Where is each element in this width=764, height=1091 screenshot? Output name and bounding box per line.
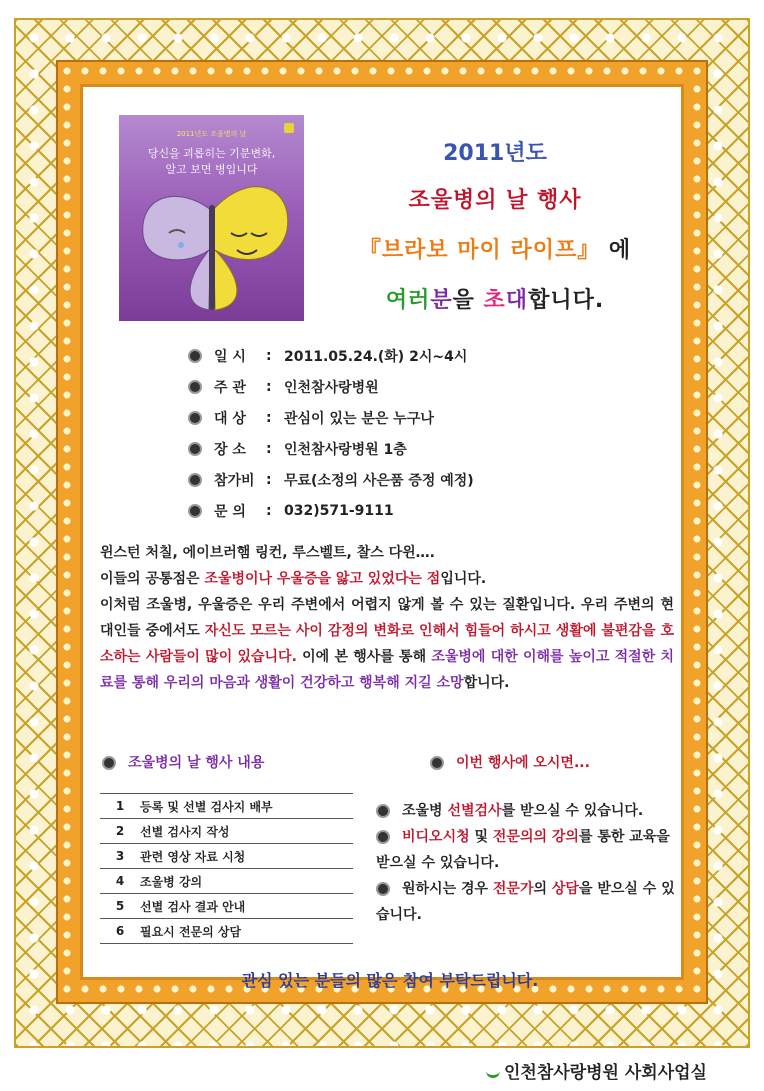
program-item: 관련 영상 자료 시청 <box>140 844 353 869</box>
benefit-text: 원하시는 경우 <box>402 881 493 897</box>
program-item: 선별 검사지 작성 <box>140 819 353 844</box>
desc-sentence: 이처럼 조울병, 우울증은 우리 주변에서 어렵지 않게 볼 수 있는 질환입니다. 우리 주변의 현대인들 중에서도 <box>100 597 674 639</box>
info-value: 인천참사랑병원 <box>284 380 379 396</box>
benefit-text: 을 받으실 수 있습니다. <box>376 881 675 923</box>
bullet-icon <box>376 882 390 896</box>
info-value: 무료(소정의 사은품 증정 예정) <box>284 473 474 489</box>
table-row <box>100 894 353 919</box>
desc-highlight: 자신도 모르는 사이 감정의 변화로 인해서 힘들어 하시고 생활에 불편감을 호소하는 사람들이 많이 있습니다. <box>100 623 674 665</box>
info-row-date <box>188 346 474 377</box>
invite-part3: 을 <box>452 288 475 313</box>
desc-sentence: 이들의 공통점은 <box>100 571 205 587</box>
benefits-list <box>376 798 676 928</box>
info-label: 문 의 <box>214 504 246 520</box>
benefit-text: 조울병 <box>402 803 448 819</box>
info-value: 인천참사랑병원 1층 <box>284 442 407 458</box>
bullet-icon <box>430 756 444 770</box>
benefits-title: 이번 행사에 오시면... <box>456 755 590 771</box>
info-colon: : <box>266 441 272 457</box>
benefit-item <box>376 876 676 928</box>
info-row-place <box>188 439 474 470</box>
desc-sentence: 합니다. <box>463 675 510 691</box>
info-value: 2011.05.24.(화) 2시~4시 <box>284 349 468 365</box>
hospital-logo-icon <box>486 1065 500 1078</box>
bullet-icon <box>188 442 202 456</box>
info-label: 일 시 <box>214 349 246 365</box>
headline-invite <box>310 283 680 314</box>
info-row-contact <box>188 501 474 532</box>
bullet-icon <box>376 804 390 818</box>
headline-title <box>310 233 680 264</box>
benefit-text: 의 <box>533 881 552 897</box>
bullet-icon <box>188 380 202 394</box>
butterfly-icon <box>119 115 304 321</box>
desc-highlight: 조울병이나 우울증을 앓고 있었다는 점 <box>204 571 441 587</box>
info-row-fee <box>188 470 474 501</box>
benefit-highlight: 비디오시청 <box>402 829 470 845</box>
info-row-target <box>188 408 474 439</box>
program-heading <box>102 752 264 772</box>
program-num: 4 <box>100 869 140 894</box>
program-num: 2 <box>100 819 140 844</box>
program-num: 5 <box>100 894 140 919</box>
event-poster-image <box>119 115 304 321</box>
event-description <box>100 540 674 696</box>
program-title: 조울병의 날 행사 내용 <box>128 755 265 771</box>
footer-organization <box>486 1058 707 1083</box>
benefit-highlight: 선별검사 <box>447 803 502 819</box>
table-row <box>100 919 353 944</box>
invite-part1: 여러 <box>385 288 431 313</box>
bullet-icon <box>188 473 202 487</box>
footer-text: 인천참사랑병원 사회사업실 <box>504 1063 707 1083</box>
desc-sentence: 이에 본 행사를 통해 <box>296 649 432 665</box>
table-row <box>100 819 353 844</box>
bullet-icon <box>376 830 390 844</box>
bullet-icon <box>188 411 202 425</box>
table-row <box>100 869 353 894</box>
benefit-item <box>376 824 676 876</box>
closing-message: 관심 있는 분들의 많은 참여 부탁드립니다. <box>241 971 539 990</box>
invite-part4: 초 <box>483 288 506 313</box>
program-item: 선별 검사 결과 안내 <box>140 894 353 919</box>
info-colon: : <box>266 410 272 426</box>
info-label: 참가비 <box>214 473 255 489</box>
benefit-text: 를 받으실 수 있습니다. <box>501 803 644 819</box>
benefits-heading <box>430 752 590 772</box>
poster-line1: 당신을 괴롭히는 기분변화, <box>147 147 276 160</box>
invite-part6: 합니다. <box>528 288 605 313</box>
table-row <box>100 844 353 869</box>
program-item: 조울병 강의 <box>140 869 353 894</box>
desc-sentence: 윈스턴 처칠, 에이브러햄 링컨, 루스벨트, 찰스 다윈…. <box>100 545 435 561</box>
invite-part5: 대 <box>505 288 529 313</box>
benefit-highlight: 전문의의 강의 <box>492 829 579 845</box>
poster-top-text: 2011년도 조울병의 날 <box>176 130 247 138</box>
info-label: 대 상 <box>214 411 246 427</box>
program-item: 필요시 전문의 상담 <box>140 919 353 944</box>
info-value: 관심이 있는 분은 누구나 <box>284 411 434 427</box>
program-table <box>100 793 353 944</box>
bullet-icon <box>188 349 202 363</box>
headline-event: 조울병의 날 행사 <box>408 188 582 213</box>
benefit-highlight: 전문가 <box>492 881 534 897</box>
bullet-icon <box>102 756 116 770</box>
benefit-item <box>376 798 676 824</box>
info-colon: : <box>266 472 272 488</box>
info-value: 032)571-9111 <box>284 503 394 519</box>
invite-part2: 분 <box>430 288 453 313</box>
info-label: 장 소 <box>214 442 246 458</box>
headline-year: 2011년도 <box>443 141 547 166</box>
desc-sentence: 입니다. <box>440 571 487 587</box>
poster-line2: 알고 보면 병입니다 <box>165 163 258 176</box>
bullet-icon <box>188 504 202 518</box>
info-row-host <box>188 377 474 408</box>
desc-highlight: 조울병에 대한 이해를 높이고 적절한 치료를 통해 우리의 마음과 생활이 건강하고 행복해 지길 소망 <box>100 649 674 691</box>
program-item: 등록 및 선별 검사지 배부 <box>140 794 353 819</box>
info-colon: : <box>266 379 272 395</box>
program-num: 1 <box>100 794 140 819</box>
benefit-text: 를 통한 교육을 받으실 수 있습니다. <box>376 829 670 871</box>
event-info-list <box>188 346 474 532</box>
info-colon: : <box>266 503 272 519</box>
info-label: 주 관 <box>214 380 246 396</box>
event-title: 『브라보 마이 라이프』 <box>358 238 601 263</box>
benefit-highlight: 상담 <box>551 881 579 897</box>
info-colon: : <box>266 348 272 364</box>
program-num: 3 <box>100 844 140 869</box>
table-row <box>100 794 353 819</box>
program-num: 6 <box>100 919 140 944</box>
benefit-text: 및 <box>469 829 493 845</box>
event-title-suffix: 에 <box>608 238 632 263</box>
